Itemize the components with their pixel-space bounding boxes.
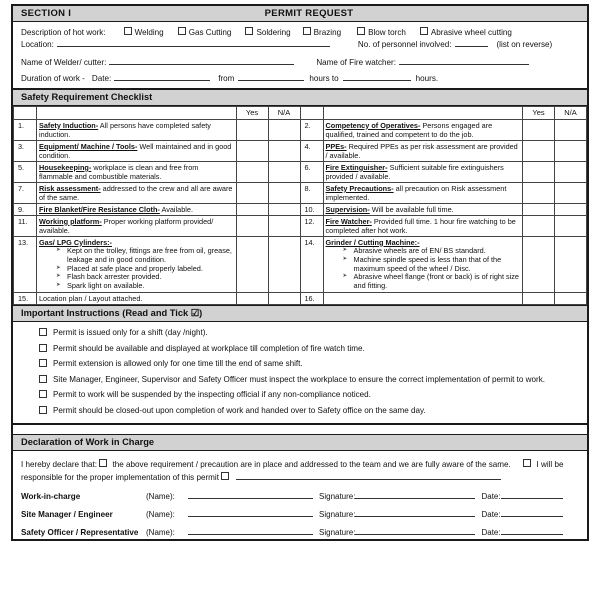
declaration-body	[13, 451, 587, 539]
instruction-item	[23, 390, 577, 401]
cell-na[interactable]	[268, 161, 300, 182]
name-label: (Name):	[146, 528, 175, 538]
item-num: 9.	[14, 203, 37, 215]
location-row	[21, 38, 579, 49]
item-strong: Safety Precautions-	[325, 183, 394, 193]
cell-yes[interactable]	[236, 119, 268, 140]
checkbox-welding[interactable]	[124, 27, 132, 35]
date-input[interactable]	[501, 490, 563, 499]
table-row	[14, 215, 587, 236]
role-label: Site Manager / Engineer	[21, 510, 113, 520]
signature-row-work-in-charge	[21, 490, 579, 501]
item-strong: PPEs-	[325, 141, 347, 151]
cell-yes[interactable]	[523, 236, 555, 292]
checkbox-wrap	[23, 375, 53, 386]
signature-input[interactable]	[355, 490, 475, 499]
date-label: Date:	[481, 528, 501, 538]
cell-na[interactable]	[268, 293, 300, 305]
date-label: Date:	[91, 74, 112, 84]
date-input[interactable]	[501, 526, 563, 535]
section-label: SECTION I	[21, 8, 72, 19]
instructions-title: Important Instructions (Read and Tick ☑)	[13, 305, 587, 322]
table-row	[14, 140, 587, 161]
header-na-left: N/A	[268, 106, 300, 119]
permit-form	[11, 4, 589, 541]
signature-input[interactable]	[355, 508, 475, 517]
fire-watcher-name-input[interactable]	[399, 56, 529, 65]
list-item: ➤ Abrasive wheels are of EN/ BS standard.	[354, 247, 521, 256]
cell-yes[interactable]	[236, 203, 268, 215]
checkbox-blow-torch[interactable]	[357, 27, 365, 35]
checkbox-instruction-6[interactable]	[39, 406, 47, 414]
cell-na[interactable]	[268, 140, 300, 161]
cell-yes[interactable]	[523, 140, 555, 161]
signature-input[interactable]	[355, 526, 475, 535]
item-text	[37, 140, 237, 161]
name-input[interactable]	[188, 490, 313, 499]
section-header-band	[13, 6, 587, 22]
item-text	[37, 236, 237, 292]
item-body: Will be available full time.	[369, 204, 454, 214]
item-body: Well maintained and in good condition.	[39, 141, 232, 160]
cell-na[interactable]	[555, 161, 587, 182]
checkbox-abrasive-wheel-cutting[interactable]	[420, 27, 428, 35]
name-label: (Name):	[146, 510, 175, 520]
checkbox-declaration-1[interactable]	[99, 459, 107, 467]
item-body: Sufficient suitable fire extinguishers provided / available.	[325, 162, 504, 181]
cell-na[interactable]	[555, 182, 587, 203]
signature-label: Signature:	[319, 510, 356, 520]
item-text	[323, 140, 523, 161]
declaration-title: Declaration of Work in Charge	[13, 434, 587, 451]
cell-yes[interactable]	[236, 182, 268, 203]
item-body: all precaution on Risk assessment implemented.	[325, 183, 507, 202]
item-bullets	[39, 247, 234, 291]
name-input[interactable]	[188, 526, 313, 535]
duration-label: Duration of work -	[21, 74, 85, 84]
item-body: Required PPEs as per risk assessment are provided / available.	[325, 141, 518, 160]
cell-yes[interactable]	[523, 182, 555, 203]
location-label: Location:	[21, 40, 54, 50]
signature-row-site-manager	[21, 508, 579, 519]
instruction-item	[23, 328, 577, 339]
item-text	[323, 293, 523, 305]
item-strong: Gas/ LPG Cylinders:-	[39, 237, 112, 247]
table-row	[14, 236, 587, 292]
item-text	[37, 203, 237, 215]
checkbox-brazing[interactable]	[303, 27, 311, 35]
instruction-text: Permit should be closed-out upon completion of work and handed over to Safety office on the same day.	[53, 405, 426, 415]
item-strong: Risk assessment-	[39, 183, 101, 193]
cell-na[interactable]	[555, 140, 587, 161]
location-input[interactable]	[57, 38, 330, 47]
item-num: 10.	[300, 203, 323, 215]
cell-na[interactable]	[555, 119, 587, 140]
item-text: Location plan / Layout attached.	[37, 293, 237, 305]
item-body: addressed to the crew and all are aware of the same.	[39, 183, 233, 202]
instruction-item	[23, 344, 577, 355]
header-na-right: N/A	[555, 106, 587, 119]
instruction-text: Permit should be available and displayed at workplace till completion of fire watch time.	[53, 343, 365, 353]
item-text	[37, 161, 237, 182]
cell-na[interactable]	[268, 215, 300, 236]
cell-na[interactable]	[268, 236, 300, 292]
item-text	[323, 215, 523, 236]
section-divider	[13, 425, 587, 434]
item-text	[323, 182, 523, 203]
option-blow-torch: Blow torch	[368, 27, 406, 37]
item-num: 16.	[300, 293, 323, 305]
welder-label: Name of Welder/ cutter:	[21, 58, 107, 68]
item-strong: Grinder / Cutting Machine:-	[325, 237, 420, 247]
item-body: Provided full time. 1 hour fire watching to be completed after hot work.	[325, 216, 516, 235]
item-strong: Working platform-	[39, 216, 102, 226]
option-gas-cutting: Gas Cutting	[188, 27, 232, 37]
list-item: ➤ Kept on the trolley, fittings are free from oil, grease, leakage and in good condition.	[67, 247, 234, 265]
description-label: Description of hot work:	[21, 27, 106, 37]
cell-yes[interactable]	[523, 215, 555, 236]
checkbox-instruction-5[interactable]	[39, 390, 47, 398]
name-label: (Name):	[146, 492, 175, 502]
item-num: 2.	[300, 119, 323, 140]
declaration-clause-2: I will be responsible for the proper implementation of this permit	[21, 459, 564, 482]
item-num: 13.	[14, 236, 37, 292]
signature-label: Signature:	[319, 528, 356, 538]
item-num: 14.	[300, 236, 323, 292]
cell-na[interactable]	[268, 203, 300, 215]
item-text	[323, 236, 523, 292]
instructions-body	[13, 322, 587, 425]
cell-yes[interactable]	[523, 293, 555, 305]
hot-work-description-row	[21, 27, 579, 37]
item-num: 8.	[300, 182, 323, 203]
checkbox-declaration-3[interactable]	[221, 472, 229, 480]
table-row	[14, 203, 587, 215]
list-item: ➤ Spark light on available.	[67, 282, 234, 291]
name-input[interactable]	[188, 508, 313, 517]
checkbox-wrap	[23, 359, 53, 370]
checkbox-wrap	[23, 328, 53, 339]
header-yes-left: Yes	[236, 106, 268, 119]
item-num: 1.	[14, 119, 37, 140]
signature-label: Signature:	[319, 492, 356, 502]
item-num: 4.	[300, 140, 323, 161]
cell-yes[interactable]	[523, 119, 555, 140]
table-row	[14, 119, 587, 140]
to-hours-input[interactable]	[343, 72, 411, 81]
cell-yes[interactable]	[523, 161, 555, 182]
header-yes-right: Yes	[523, 106, 555, 119]
date-input[interactable]	[501, 508, 563, 517]
item-body: Available.	[159, 204, 193, 214]
checkbox-declaration-2[interactable]	[523, 459, 531, 467]
date-label: Date:	[481, 492, 501, 502]
cell-yes[interactable]	[236, 215, 268, 236]
item-body: workplace is clean and free from flammable and combustible materials.	[39, 162, 199, 181]
item-num: 5.	[14, 161, 37, 182]
item-body: All persons have completed safety induction.	[39, 120, 211, 139]
declaration-intro: I hereby declare that:	[21, 459, 98, 469]
role-label: Safety Officer / Representative	[21, 528, 139, 538]
header-blank-left	[14, 106, 37, 119]
checkbox-wrap	[23, 344, 53, 355]
checkbox-gas-cutting[interactable]	[178, 27, 186, 35]
cell-yes[interactable]	[236, 293, 268, 305]
personnel-label: No. of personnel involved:	[357, 40, 452, 50]
item-body: Persons engaged are qualified, trained and competent to do the job.	[325, 120, 493, 139]
welder-row	[21, 56, 579, 67]
cell-na[interactable]	[555, 236, 587, 292]
item-text	[323, 203, 523, 215]
item-num: 6.	[300, 161, 323, 182]
checkbox-instruction-3[interactable]	[39, 359, 47, 367]
hours-to-label: hours to	[309, 74, 339, 84]
cell-yes[interactable]	[236, 161, 268, 182]
date-label: Date:	[481, 510, 501, 520]
item-text	[37, 119, 237, 140]
item-strong: Competency of Operatives-	[325, 120, 421, 130]
table-row	[14, 161, 587, 182]
item-num: 3.	[14, 140, 37, 161]
item-text	[37, 182, 237, 203]
duration-date-input[interactable]	[114, 72, 210, 81]
instruction-item	[23, 359, 577, 370]
instruction-text: Permit extension is allowed only for one time till the end of same shift.	[53, 359, 303, 369]
instruction-text: Site Manager, Engineer, Supervisor and Safety Officer must inspect the workplace to ensure the correct implementation of permit to work.	[53, 374, 546, 384]
item-body: Proper working platform provided/ available.	[39, 216, 214, 235]
cell-yes[interactable]	[236, 140, 268, 161]
cell-na[interactable]	[268, 119, 300, 140]
item-text	[323, 119, 523, 140]
checkbox-instruction-4[interactable]	[39, 375, 47, 383]
header-blank-right-text	[323, 106, 523, 119]
option-soldering: Soldering	[256, 27, 291, 37]
role-label: Work-in-charge	[21, 492, 81, 502]
checkbox-wrap	[23, 390, 53, 401]
cell-na[interactable]	[555, 215, 587, 236]
personnel-note: (list on reverse)	[496, 40, 553, 50]
checklist-title: Safety Requirement Checklist	[13, 90, 587, 106]
item-strong: Equipment/ Machine / Tools-	[39, 141, 138, 151]
section1-body	[13, 22, 587, 90]
cell-yes[interactable]	[236, 236, 268, 292]
item-strong: Fire Blanket/Fire Resistance Cloth-	[39, 204, 160, 214]
list-item: ➤ Machine spindle speed is less than that of the maximum speed of the wheel / Disc.	[354, 256, 521, 274]
from-label: from	[218, 74, 235, 84]
cell-na[interactable]	[555, 293, 587, 305]
item-num: 11.	[14, 215, 37, 236]
instruction-item	[23, 375, 577, 386]
item-text	[323, 161, 523, 182]
checklist-header-row	[14, 106, 587, 119]
personnel-count-input[interactable]	[455, 38, 488, 47]
hours-label: hours.	[415, 74, 439, 84]
instruction-item	[23, 406, 577, 417]
option-abrasive-wheel-cutting: Abrasive wheel cutting	[430, 27, 512, 37]
signature-row-safety-officer	[21, 526, 579, 537]
table-row	[14, 293, 587, 305]
cell-na[interactable]	[555, 203, 587, 215]
duration-row	[21, 72, 579, 83]
item-strong: Fire Watcher-	[325, 216, 372, 226]
list-item: ➤ Abrasive wheel flange (front or back) is of right size and fitting.	[354, 273, 521, 291]
checkbox-soldering[interactable]	[245, 27, 253, 35]
declaration-statement	[21, 459, 579, 483]
list-item: ➤ Flash back arrester provided.	[67, 273, 234, 282]
declaration-other-input[interactable]	[236, 471, 501, 480]
item-strong: Safety Induction-	[39, 120, 99, 130]
fire-watcher-label: Name of Fire watcher:	[316, 58, 396, 68]
item-bullets	[326, 247, 521, 291]
checkbox-wrap	[23, 406, 53, 417]
instruction-text: Permit to work will be suspended by the inspecting official if any non-compliance noticed.	[53, 390, 371, 400]
list-item: ➤ Placed at safe place and properly labeled.	[67, 265, 234, 274]
declaration-clause-1: the above requirement / precaution are in place and addressed to the team and we are fully aware of the same.	[112, 459, 511, 469]
header-blank-right	[300, 106, 323, 119]
item-text	[37, 215, 237, 236]
page-title: PERMIT REQUEST	[264, 8, 354, 19]
welder-name-input[interactable]	[109, 56, 294, 65]
cell-yes[interactable]	[523, 203, 555, 215]
option-welding: Welding	[134, 27, 164, 37]
option-brazing: Brazing	[313, 27, 342, 37]
checklist-table	[13, 106, 587, 305]
header-blank-left-text	[37, 106, 237, 119]
item-num: 7.	[14, 182, 37, 203]
item-num: 15.	[14, 293, 37, 305]
checkbox-instruction-2[interactable]	[39, 344, 47, 352]
item-strong: Supervision-	[325, 204, 370, 214]
checkbox-instruction-1[interactable]	[39, 328, 47, 336]
table-row	[14, 182, 587, 203]
from-hours-input[interactable]	[238, 72, 304, 81]
item-strong: Housekeeping-	[39, 162, 92, 172]
item-num: 12.	[300, 215, 323, 236]
item-strong: Fire Extinguisher-	[325, 162, 388, 172]
instruction-text: Permit is issued only for a shift (day /night).	[53, 328, 208, 338]
cell-na[interactable]	[268, 182, 300, 203]
